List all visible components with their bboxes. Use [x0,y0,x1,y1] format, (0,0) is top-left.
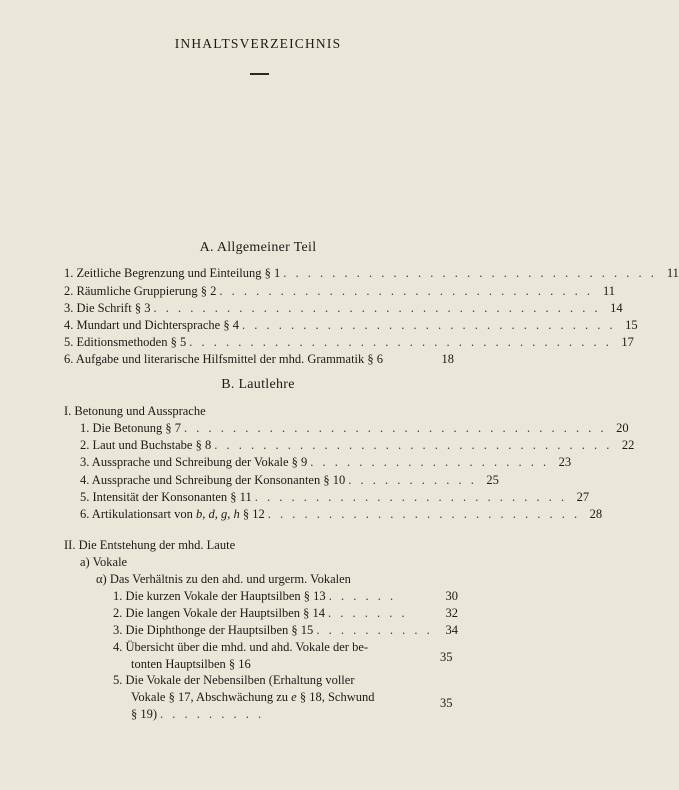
leader-dots: . . . . . . . [328,606,408,620]
italic-letter: e [291,690,297,704]
toc-entry[interactable] [80,490,590,505]
toc-entry-line-pre: Vokale § 17, Abschwächung zu [131,690,292,704]
toc-entry-text: 1. Die kurzen Vokale der Hauptsilben § 13 [113,589,326,603]
toc-entry-page: 23 [558,455,572,469]
toc-entry[interactable] [64,352,454,367]
page-title: INHALTSVERZEICHNIS [174,36,342,51]
part-i-heading: I. Betonung und Aussprache [64,404,206,418]
toc-entry-text: 3. Die Diphthonge der Hauptsilben § 15 [113,623,314,637]
leader-dots: . . . . . . . . . . [316,623,433,637]
toc-entry-text: 4. Aussprache und Schreibung der Konsonanten § 10 [80,473,346,487]
toc-entry[interactable] [64,301,623,316]
toc-entry-line: tonten Hauptsilben § 16 [131,657,251,671]
subsection-alpha-heading: α) Das Verhältnis zu den ahd. und urgerm. Vokalen [96,572,351,586]
toc-entry-page: 20 [616,421,629,435]
toc-entry-text [80,507,265,522]
toc-entry-page: 35 [440,696,453,710]
toc-entry-line-post: § 18, Schwund [296,690,375,704]
toc-entry-text: 1. Die Betonung § 7 [80,421,182,435]
toc-entry[interactable] [64,318,638,333]
toc-entry-page: 22 [621,438,635,452]
toc-entry-line [131,707,265,722]
leader-dots: . . . . . . . . . . . . . . . . . . . . . . . . . . . . . . . [219,284,594,298]
toc-entry-text-post: § 12 [239,507,265,521]
toc-entry-text: 2. Laut und Buchstabe § 8 [80,438,212,452]
toc-entry[interactable] [113,623,458,638]
part-ii-heading: II. Die Entstehung der mhd. Laute [64,538,236,552]
toc-entry[interactable] [113,589,458,604]
toc-entry-page: 17 [621,335,634,349]
toc-entry-text: 3. Die Schrift § 3 [64,301,151,315]
toc-entry[interactable] [64,266,679,281]
title-rule [250,73,269,75]
toc-entry-page: 11 [602,284,616,298]
toc-entry-page: 28 [589,507,603,521]
toc-entry-page: 32 [445,606,458,620]
toc-entry-page: 27 [576,490,590,504]
leader-dots: . . . . . . . . . . . . . . . . . . . . . . . . . . . . . . . . . . . [189,335,612,349]
toc-entry[interactable] [113,606,458,621]
toc-entry-text: 5. Intensität der Konsonanten § 11 [80,490,252,504]
toc-entry-text: 2. Räumliche Gruppierung § 2 [64,284,217,298]
toc-entry-line [131,690,375,705]
leader-dots: . . . . . . . . . [160,707,265,721]
leader-dots: . . . . . . . . . . . . . . . . . . . . [310,455,550,469]
toc-entry[interactable] [80,421,629,436]
toc-entry-text: 3. Aussprache und Schreibung der Vokale § 9 [80,455,308,469]
leader-dots: . . . . . . . . . . . . . . . . . . . . . . . . . . . . . . . . . . . [184,421,607,435]
toc-entry-page: 18 [441,352,454,366]
toc-entry-page: 25 [486,473,499,487]
toc-entry-text: 1. Zeitliche Begrenzung und Einteilung § 1 [64,266,281,280]
toc-entry-page: 35 [440,650,453,664]
leader-dots: . . . . . . . . . . . . . . . . . . . . . . . . . . [267,507,581,521]
leader-dots: . . . . . . . . . . . . . . . . . . . . . . . . . . . . . . . [283,266,657,280]
toc-entry[interactable] [64,284,616,299]
subsection-a-heading: a) Vokale [80,555,128,569]
leader-dots: . . . . . . . . . . . . . . . . . . . . . . . . . . . . . . . . . [214,438,613,452]
leader-dots: . . . . . . . . . . . . . . . . . . . . . . . . . . . . . . . [241,318,616,332]
toc-entry-page: 14 [610,301,623,315]
toc-entry-text: 4. Mundart und Dichtersprache § 4 [64,318,239,332]
toc-entry-text: 5. Editionsmethoden § 5 [64,335,187,349]
toc-entry-page: 11 [666,266,679,280]
toc-entry-text: § 19) [131,707,158,721]
leader-dots: . . . . . . . . . . . . . . . . . . . . . . . . . . [254,490,568,504]
toc-entry-line: 5. Die Vokale der Nebensilben (Erhaltung voller [113,673,355,687]
toc-entry[interactable] [80,455,572,470]
toc-entry[interactable] [80,473,499,488]
toc-entry[interactable] [80,507,603,522]
toc-entry-page: 15 [625,318,638,332]
leader-dots: . . . . . . [328,589,397,603]
italic-letters: b, d, g, h [195,507,240,521]
leader-dots: . . . . . . . . . . . . . . . . . . . . . . . . . . . . . . . . . . . . . [153,301,601,315]
toc-entry-text: 2. Die langen Vokale der Hauptsilben § 14 [113,606,325,620]
toc-entry-text-pre: 6. Artikulationsart von [80,507,196,521]
section-b-heading: B. Lautlehre [221,377,295,392]
toc-entry-line: 4. Übersicht über die mhd. und ahd. Vokale der be- [113,640,369,654]
toc-entry-page: 30 [445,589,458,603]
leader-dots: . . . . . . . . . . . [348,473,477,487]
toc-entry[interactable] [64,335,634,350]
section-a-heading: A. Allgemeiner Teil [199,240,317,255]
toc-entry[interactable] [80,438,635,453]
toc-entry-text: 6. Aufgabe und literarische Hilfsmittel der mhd. Grammatik § 6 [64,352,384,366]
toc-entry-page: 34 [445,623,458,637]
